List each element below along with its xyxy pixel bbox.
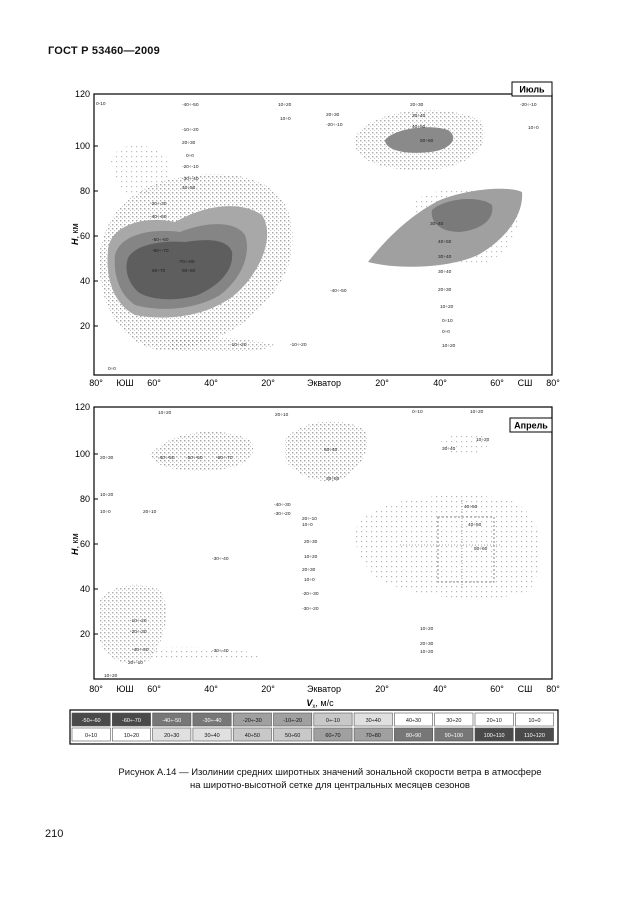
april-label: 60÷40 [324,448,338,453]
april-label: 30÷40 [442,447,456,452]
x-tick: 40° [433,684,447,694]
april-label: -20÷-30 [130,630,147,635]
x-tick: 80° [89,378,103,388]
april-x-ticks [89,684,560,694]
july-label: 20÷30 [438,288,452,293]
y-tick: 80 [79,494,90,504]
july-label: 30÷40 [438,255,452,260]
april-label: 20÷30 [100,456,114,461]
x-tick: 20° [375,684,389,694]
x-tick: 60° [147,378,161,388]
april-label: 10÷20 [476,438,490,443]
y-tick: 60 [79,539,90,549]
legend-top-label: 20÷10 [486,718,502,724]
x-tick: ЮШ [116,684,134,694]
x-tick: Экватор [307,378,341,388]
legend-bottom-label: 10÷20 [123,733,140,739]
july-label: -60÷-70 [152,249,169,254]
april-label: -40÷-50 [132,648,149,653]
legend-bottom-label: 70÷80 [365,733,381,739]
x-tick: 20° [261,378,275,388]
x-tick: СШ [517,378,533,388]
april-label: 10÷20 [158,411,172,416]
july-label: -10÷-20 [182,128,199,133]
x-tick: 80° [546,684,560,694]
april-label: -60÷-70 [216,456,233,461]
x-tick: ЮШ [116,378,134,388]
y-tick: 80 [79,186,90,196]
legend-top-label: 30÷20 [446,718,462,724]
april-title: Апрель [514,420,548,431]
april-label: -40÷-50 [158,456,175,461]
july-label: 50÷60 [182,269,196,274]
april-label: 10÷20 [420,627,434,632]
july-label: 20÷30 [326,113,340,118]
x-tick: 20° [261,684,275,694]
april-label: 0÷10 [412,410,423,415]
july-label: 30÷40 [430,222,444,227]
legend-top-label: 10÷0 [528,718,541,724]
july-label: -20÷-30 [150,202,167,207]
april-label: 10÷20 [420,650,434,655]
x-tick: СШ [517,684,533,694]
april-label: 40÷50 [464,505,478,510]
legend-top-label: -10÷-20 [283,718,303,724]
april-label: 20÷-10 [302,517,317,522]
july-label: 40÷50 [182,186,196,191]
standard-header: ГОСТ Р 53460—2009 [48,45,160,57]
july-label: 0÷10 [442,319,453,324]
legend-bottom-label: 100÷110 [483,733,505,739]
y-tick: 40 [79,584,90,594]
april-label: -10÷-20 [130,619,147,624]
july-label: -20÷-10 [326,123,343,128]
july-label: 60÷70 [152,269,166,274]
july-label: 20÷30 [410,103,424,108]
x-tick: 60° [490,684,504,694]
caption-line-2: на широтно-высотной сетке для центральных месяцев сезонов [190,780,470,791]
july-label: -20÷-10 [520,103,537,108]
april-label: 20÷30 [302,568,316,573]
july-label: 10÷20 [440,305,454,310]
y-tick: 60 [79,231,90,241]
april-label: 10÷0 [100,510,111,515]
april-label: -30÷-20 [274,512,291,517]
april-label: 10÷0 [302,523,313,528]
legend-bottom-label: 50÷60 [285,733,301,739]
x-tick: 40° [433,378,447,388]
x-tick: 80° [89,684,103,694]
y-tick: 40 [79,276,90,286]
legend-bottom-label: 0÷10 [85,733,98,739]
figure-caption [60,766,600,792]
july-label: -20÷-10 [182,165,199,170]
x-tick: 40° [204,378,218,388]
legend-top-label: -20÷-30 [242,718,262,724]
april-label: 20÷30 [420,642,434,647]
legend-top-label: -40÷-50 [162,718,182,724]
legend-top-label: -50÷-60 [81,718,101,724]
july-label: -40÷-50 [150,215,167,220]
july-label: 0÷0 [108,367,116,372]
july-label: 20÷30 [182,141,196,146]
legend-bottom-label: 90÷100 [444,733,464,739]
april-label: 30÷50 [326,477,340,482]
x-axis-label: $V_x$, м/с [306,698,334,710]
legend-bottom-label: 20÷30 [164,733,180,739]
april-label: 10÷20 [304,555,318,560]
july-label: 10÷20 [442,344,456,349]
april-y-ticks [75,402,90,639]
y-tick: 100 [74,449,90,459]
july-label: -10÷-20 [290,343,307,348]
legend-bottom-label: 60÷70 [325,733,341,739]
july-label: -70÷-80 [178,260,195,265]
july-label: -40÷-50 [182,103,199,108]
july-label: 0÷0 [186,154,194,159]
july-label: 0-10 [96,102,106,107]
april-label: 50÷60 [474,547,488,552]
x-tick: Экватор [307,684,341,694]
july-y-axis-label: H, км [70,223,80,245]
july-label: 50÷60 [420,139,434,144]
april-y-axis-label: H, км [70,533,80,555]
page-number: 210 [45,828,64,840]
july-label: 10÷0 [280,117,291,122]
april-label: 20÷10 [275,413,289,418]
july-label: 0÷0 [442,330,450,335]
x-tick: 40° [204,684,218,694]
july-x-ticks [89,378,560,388]
legend-bottom-label: 40÷50 [244,733,260,739]
july-label: 30÷40 [412,114,426,119]
july-label: 40÷50 [438,240,452,245]
july-label: 30÷40 [438,270,452,275]
april-label: -40÷-30 [274,503,291,508]
april-label: -30÷-20 [302,607,319,612]
july-label: 10÷0 [528,126,539,131]
july-label: 40÷50 [412,125,426,130]
legend-top-label: 0÷-10 [325,718,340,724]
april-label: 10÷20 [470,410,484,415]
april-label: 20÷10 [143,510,157,515]
april-label: -30÷-40 [212,557,229,562]
april-label: 40÷50 [468,523,482,528]
y-tick: 120 [74,402,90,412]
april-label: -30÷-40 [212,649,229,654]
april-label: 10÷20 [100,493,114,498]
july-panel [70,82,560,388]
april-label: 10÷0 [304,578,315,583]
april-label: 10÷20 [104,674,118,679]
caption-line-1: Рисунок А.14 — Изолинии средних широтных значений зональной скорости ветра в атмосфере [118,767,542,778]
april-panel [70,402,560,710]
july-title: Июль [519,84,545,95]
legend-top-label: -60÷-70 [121,718,141,724]
legend-bottom-label: 110÷120 [523,733,545,739]
legend-bottom-label: 30÷40 [204,733,220,739]
april-label: -20÷-30 [302,592,319,597]
april-label: -50÷-60 [186,456,203,461]
y-tick: 20 [79,629,90,639]
legend-bottom-label: 80÷90 [405,733,422,739]
x-tick: 80° [546,378,560,388]
april-label: 20÷30 [304,540,318,545]
x-tick: 60° [490,378,504,388]
legend-top-label: -30÷-40 [202,718,222,724]
y-tick: 100 [74,141,90,151]
april-label: 20÷-10 [128,661,143,666]
legend-top-label: 40÷30 [405,718,422,724]
legend-top-label: 30÷40 [365,718,381,724]
july-label: 10÷20 [278,103,292,108]
july-label: -10÷-20 [230,343,247,348]
y-tick: 20 [79,321,90,331]
x-tick: 20° [375,378,389,388]
x-tick: 60° [147,684,161,694]
july-label: -40÷-50 [330,289,347,294]
july-label: -30÷-40 [182,177,199,182]
legend [70,710,558,744]
july-y-ticks [75,89,90,331]
july-label: -50÷-60 [152,238,169,243]
y-tick: 120 [74,89,90,99]
